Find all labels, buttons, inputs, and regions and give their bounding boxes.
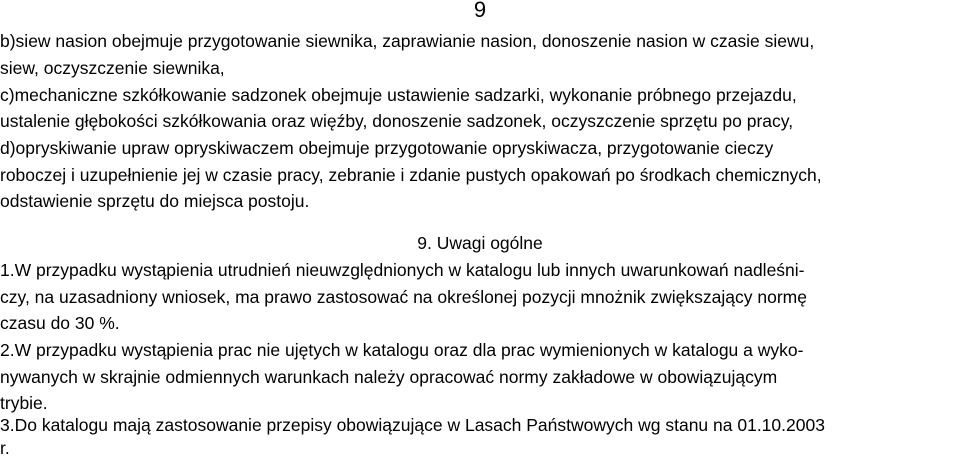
section-heading: 9. Uwagi ogólne: [417, 233, 543, 253]
text-line: trybie.: [0, 393, 48, 413]
text-line: ustalenie głębokości szkółkowania oraz więźby, donoszenie sadzonek, oczyszczenie sprzętu po pracy,: [0, 111, 794, 131]
text-line: roboczej i uzupełnienie jej w czasie pracy, zebranie i zdanie pustych opakowań po środkach chemicznych,: [0, 165, 822, 185]
text-line: odstawienie sprzętu do miejsca postoju.: [0, 191, 310, 211]
text-line: czasu do 30 %.: [0, 313, 120, 333]
text-line: 1.W przypadku wystąpienia utrudnień nieuwzględnionych w katalogu lub innych uwarunkowań nadleśni-: [0, 260, 805, 280]
text-line: c)mechaniczne szkółkowanie sadzonek obejmuje ustawienie sadzarki, wykonanie próbnego przejazdu,: [0, 85, 797, 105]
text-line: 2.W przypadku wystąpienia prac nie ujętych w katalogu oraz dla prac wymienionych w katalogu a wyko-: [0, 340, 804, 360]
text-line: r.: [0, 438, 10, 458]
page-number: 9: [473, 0, 487, 22]
text-line: czy, na uzasadniony wniosek, ma prawo zastosować na określonej pozycji mnożnik zwiększający normę: [0, 287, 807, 307]
text-line: 3.Do katalogu mają zastosowanie przepisy obowiązujące w Lasach Państwowych wg stanu na 01.10.2003: [0, 415, 825, 435]
text-line: b)siew nasion obejmuje przygotowanie siewnika, zaprawianie nasion, donoszenie nasion w czasie siewu,: [0, 31, 815, 51]
text-line: d)opryskiwanie upraw opryskiwaczem obejmuje przygotowanie opryskiwacza, przygotowanie cieczy: [0, 138, 774, 158]
text-line: siew, oczyszczenie siewnika,: [0, 58, 225, 78]
text-line: nywanych w skrajnie odmiennych warunkach należy opracować normy zakładowe w obowiązującym: [0, 367, 778, 387]
